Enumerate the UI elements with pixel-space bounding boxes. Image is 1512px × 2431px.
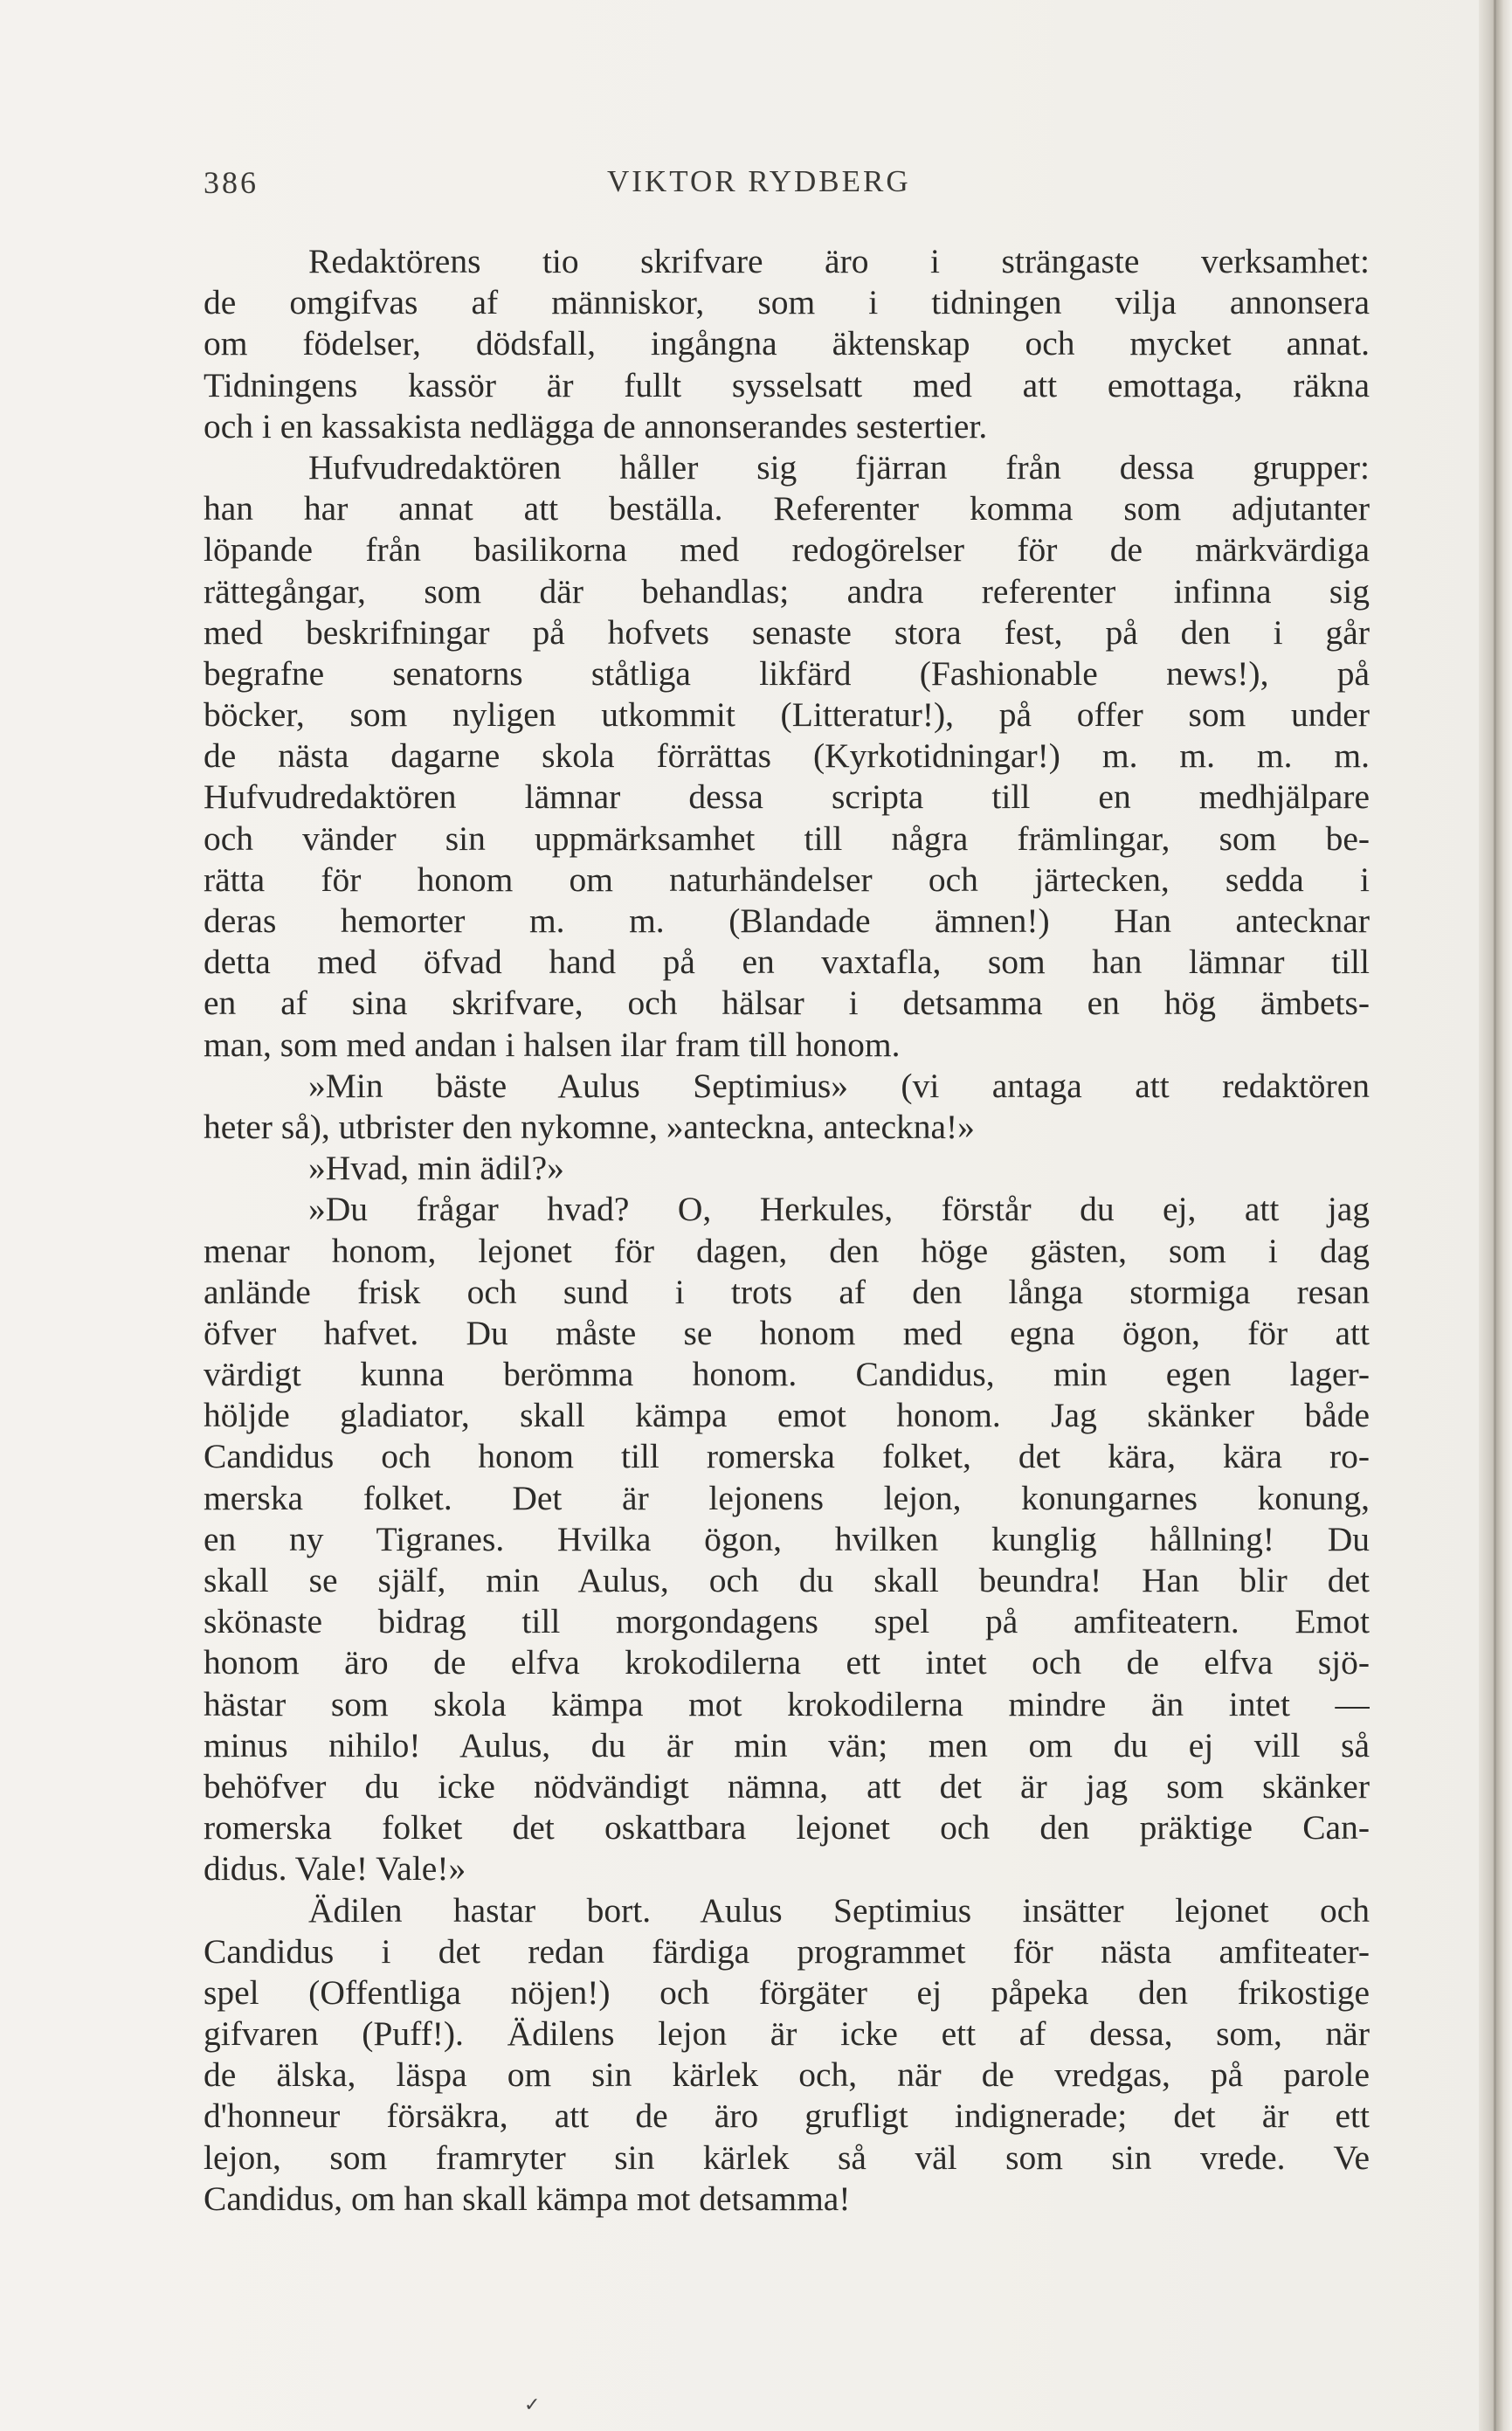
text-line: löpande från basilikorna med redogörelser för de märkvärdiga	[204, 530, 1370, 570]
text-line: rätta för honom om naturhändelser och järtecken, sedda i	[204, 860, 1370, 899]
running-head: VIKTOR RYDBERG	[607, 164, 911, 198]
text-line: de älska, läspa om sin kärlek och, när de vredgas, på parole	[204, 2055, 1370, 2095]
text-line: och vänder sin uppmärksamhet till några främlingar, som be-	[204, 818, 1370, 858]
text-line: en af sina skrifvare, och hälsar i detsamma en hög ämbets-	[204, 984, 1370, 1023]
text-line: han har annat att beställa. Referenter komma som adjutanter	[204, 489, 1370, 528]
body-text	[204, 241, 1370, 2220]
text-line: öfver hafvet. Du måste se honom med egna ögon, för att	[204, 1313, 1370, 1352]
text-line: Redaktörens tio skrifvare äro i strängaste verksamhet:	[308, 242, 1370, 280]
stray-ink-mark: ✓	[524, 2393, 541, 2415]
text-line: spel (Offentliga nöjen!) och förgäter ej påpeka den frikostige	[204, 1972, 1370, 2012]
text-line: didus. Vale! Vale!»	[204, 1849, 466, 1889]
text-line: rättegångar, som där behandlas; andra referenter infinna sig	[204, 571, 1370, 611]
text-line: hästar som skola kämpa mot krokodilerna mindre än intet —	[204, 1684, 1370, 1723]
text-line: menar honom, lejonet för dagen, den höge gästen, som i dag	[204, 1231, 1370, 1270]
text-line: romerska folket det oskattbara lejonet och den präktige Can-	[204, 1808, 1370, 1847]
text-line: de nästa dagarne skola förrättas (Kyrkotidningar!) m. m. m. m.	[204, 736, 1370, 776]
text-line: deras hemorter m. m. (Blandade ämnen!) Han antecknar	[204, 901, 1370, 940]
text-line: och i en kassakista nedlägga de annonserandes sestertier.	[204, 406, 988, 445]
text-line: Hufvudredaktören lämnar dessa scripta till en medhjälpare	[204, 777, 1370, 817]
text-line: merska folket. Det är lejonens lejon, konungarnes konung,	[204, 1478, 1370, 1517]
text-line: Ädilen hastar bort. Aulus Septimius insätter lejonet och	[308, 1890, 1370, 1930]
page-edge-line	[1494, 0, 1496, 2431]
text-line: höljde gladiator, skall kämpa emot honom. Jag skänker både	[204, 1396, 1370, 1435]
text-line: honom äro de elfva krokodilerna ett intet och de elfva sjö-	[204, 1643, 1370, 1682]
text-line: Candidus och honom till romerska folket, det kära, kära ro-	[204, 1437, 1370, 1476]
text-line: begrafne senatorns ståtliga likfärd (Fashionable news!), på	[204, 653, 1370, 693]
text-line: Candidus i det redan färdiga programmet för nästa amfiteater-	[204, 1931, 1370, 1971]
text-line: lejon, som framryter sin kärlek så väl som sin vrede. Ve	[204, 2137, 1370, 2177]
text-line: man, som med andan i halsen ilar fram till honom.	[204, 1025, 901, 1064]
text-line: skall se själf, min Aulus, och du skall beundra! Han blir det	[204, 1561, 1370, 1599]
text-line: »Hvad, min ädil?»	[308, 1149, 564, 1188]
text-line: minus nihilo! Aulus, du är min vän; men om du ej vill så	[204, 1725, 1370, 1765]
text-line: om födelser, dödsfall, ingångna äktenskap och mycket annat.	[204, 324, 1370, 363]
text-line: böcker, som nyligen utkommit (Litteratur!), på offer som under	[204, 695, 1370, 735]
text-line: skönaste bidrag till morgondagens spel på amfiteatern. Emot	[204, 1602, 1370, 1641]
page-header	[204, 164, 1374, 208]
text-line: Candidus, om han skall kämpa mot detsamma!	[204, 2179, 851, 2218]
page-number: 386	[204, 165, 259, 200]
text-line: med beskrifningar på hofvets senaste stora fest, på den i går	[204, 612, 1370, 652]
text-line: en ny Tigranes. Hvilka ögon, hvilken kunglig hållning! Du	[204, 1519, 1370, 1558]
text-line: »Du frågar hvad? O, Herkules, förstår du ej, att jag	[308, 1190, 1370, 1229]
text-line: Tidningens kassör är fullt sysselsatt med att emottaga, räkna	[204, 365, 1370, 404]
text-line: d'honneur försäkra, att de äro grufligt indignerade; det är ett	[204, 2096, 1370, 2136]
text-line: anlände frisk och sund i trots af den långa stormiga resan	[204, 1272, 1370, 1311]
text-line: värdigt kunna berömma honom. Candidus, min egen lager-	[204, 1355, 1370, 1394]
text-line: behöfver du icke nödvändigt nämna, att det är jag som skänker	[204, 1766, 1370, 1806]
text-line: de omgifvas af människor, som i tidningen vilja annonsera	[204, 283, 1370, 322]
text-line: »Min bäste Aulus Septimius» (vi antaga att redaktören	[308, 1066, 1370, 1105]
text-line: gifvaren (Puff!). Ädilens lejon är icke ett af dessa, som, när	[204, 2014, 1370, 2054]
text-line: Hufvudredaktören håller sig fjärran från dessa grupper:	[308, 447, 1370, 487]
text-line: heter så), utbrister den nykomne, »anteckna, anteckna!»	[204, 1107, 975, 1146]
text-line: detta med öfvad hand på en vaxtafla, som han lämnar till	[204, 943, 1370, 982]
